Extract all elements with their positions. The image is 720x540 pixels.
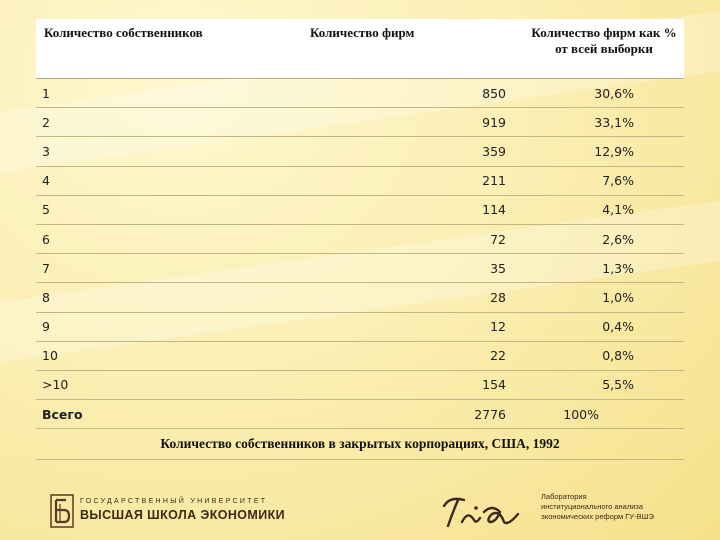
cell-firms: 211	[260, 166, 524, 195]
table-header-row	[36, 19, 684, 79]
hse-emblem-icon	[50, 494, 74, 528]
lab-line-3: экономических реформ ГУ-ВШЭ	[541, 512, 654, 521]
header-firms: Количество фирм	[260, 19, 524, 79]
lab-title	[541, 492, 654, 522]
hse-subtitle: ГОСУДАРСТВЕННЫЙ УНИВЕРСИТЕТ	[80, 498, 268, 505]
cell-percent: 30,6%	[524, 79, 684, 108]
lab-line-1: Лаборатория	[541, 492, 587, 501]
cell-owners: >10	[36, 370, 260, 399]
hse-title	[80, 498, 285, 522]
table-total-row	[36, 400, 684, 429]
cell-firms: 72	[260, 224, 524, 253]
cell-owners: 7	[36, 254, 260, 283]
cell-owners: 6	[36, 224, 260, 253]
table-row	[36, 254, 684, 283]
lab-line-2: институционального анализа	[541, 502, 644, 511]
table-row	[36, 224, 684, 253]
cell-firms: 12	[260, 312, 524, 341]
cell-total-firms: 2776	[260, 400, 524, 429]
owners-table	[36, 19, 684, 429]
cell-owners: 8	[36, 283, 260, 312]
cell-percent: 2,6%	[524, 224, 684, 253]
cell-total-percent: 100%	[524, 400, 684, 429]
cell-firms: 359	[260, 137, 524, 166]
cell-firms: 114	[260, 195, 524, 224]
cell-owners: 10	[36, 341, 260, 370]
cell-owners: 5	[36, 195, 260, 224]
table-row	[36, 79, 684, 108]
table-row	[36, 195, 684, 224]
cell-percent: 4,1%	[524, 195, 684, 224]
table-row	[36, 108, 684, 137]
hse-name: ВЫСШАЯ ШКОЛА ЭКОНОМИКИ	[80, 508, 286, 522]
cell-firms: 919	[260, 108, 524, 137]
footer	[0, 490, 720, 540]
table-caption: Количество собственников в закрытых корпорациях, США, 1992	[36, 429, 684, 460]
header-owners: Количество собственников	[36, 19, 260, 79]
cell-percent: 0,8%	[524, 341, 684, 370]
cell-owners: 2	[36, 108, 260, 137]
cell-owners: 9	[36, 312, 260, 341]
lab-signature-icon	[440, 492, 524, 532]
cell-firms: 35	[260, 254, 524, 283]
cell-total-label: Всего	[36, 400, 260, 429]
cell-percent: 33,1%	[524, 108, 684, 137]
cell-percent: 0,4%	[524, 312, 684, 341]
table-row	[36, 312, 684, 341]
table-row	[36, 341, 684, 370]
cell-firms: 28	[260, 283, 524, 312]
cell-percent: 1,3%	[524, 254, 684, 283]
cell-owners: 3	[36, 137, 260, 166]
table-body	[36, 79, 684, 429]
owners-table-container	[36, 19, 684, 460]
table-row	[36, 283, 684, 312]
table-row	[36, 370, 684, 399]
cell-owners: 1	[36, 79, 260, 108]
cell-firms: 850	[260, 79, 524, 108]
cell-firms: 154	[260, 370, 524, 399]
cell-percent: 12,9%	[524, 137, 684, 166]
header-percent: Количество фирм как % от всей выборки	[524, 19, 684, 79]
table-row	[36, 137, 684, 166]
cell-percent: 1,0%	[524, 283, 684, 312]
cell-percent: 5,5%	[524, 370, 684, 399]
cell-owners: 4	[36, 166, 260, 195]
cell-firms: 22	[260, 341, 524, 370]
table-row	[36, 166, 684, 195]
cell-percent: 7,6%	[524, 166, 684, 195]
